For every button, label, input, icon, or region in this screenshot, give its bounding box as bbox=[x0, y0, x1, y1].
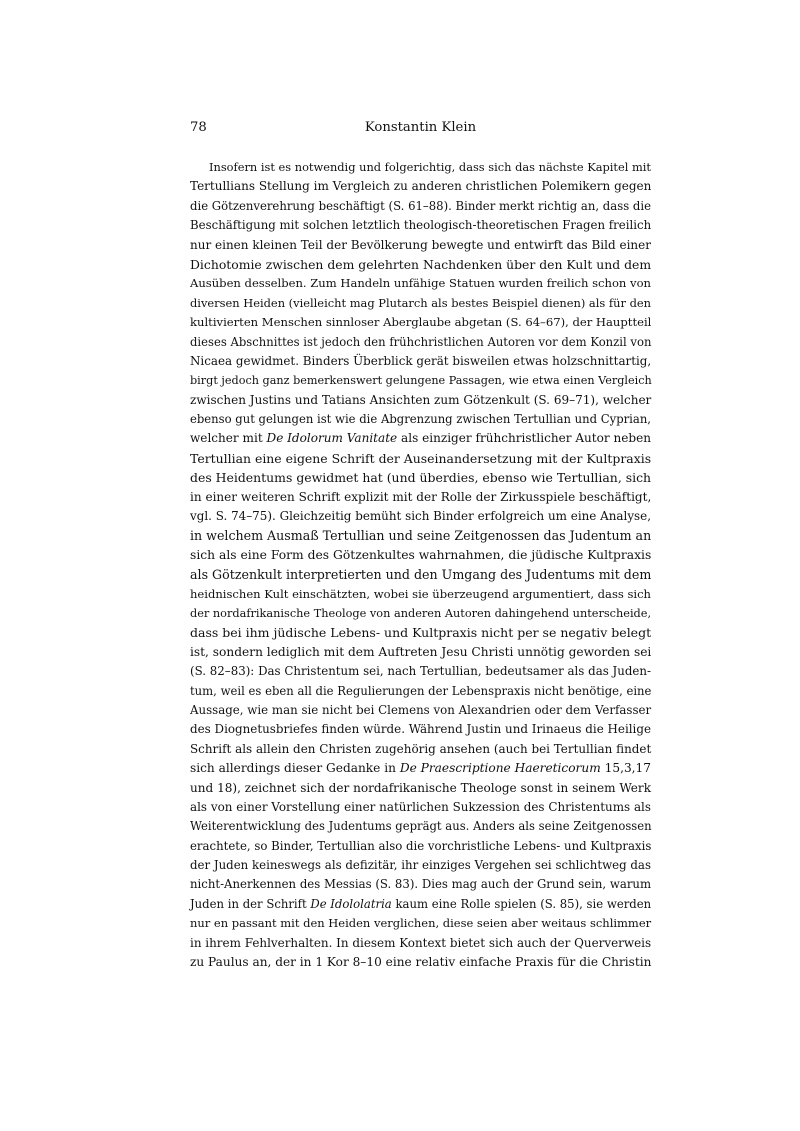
running-head: Konstantin Klein bbox=[364, 120, 477, 135]
text-line: ebenso gut gelungen ist wie die Abgrenzung zwischen Tertullian und Cyprian, bbox=[190, 412, 651, 427]
text-segment: welcher mit bbox=[190, 431, 267, 446]
work-title-italic: De Idolorum Vanitate bbox=[266, 431, 398, 446]
text-line bbox=[190, 759, 651, 778]
text-line: Beschäftigung mit solchen letztlich theologisch-theoretischen Fragen freilich bbox=[190, 218, 652, 233]
text-line: zu Paulus an, der in 1 Kor 8–10 eine relativ einfache Praxis für die Christin bbox=[190, 955, 652, 970]
text-line: nur einen kleinen Teil der Bevölkerung bewegte und entwirft das Bild einer bbox=[190, 237, 651, 252]
text-segment: kaum eine Rolle spielen (S. 85), sie werden bbox=[391, 896, 652, 911]
body-paragraph bbox=[190, 158, 651, 972]
text-segment: als einziger frühchristlicher Autor neben bbox=[397, 431, 651, 446]
text-line: Schrift als allein den Christen zugehörig ansehen (auch bei Tertullian findet bbox=[190, 741, 652, 756]
text-line: in ihrem Fehlverhalten. In diesem Kontext bietet sich auch der Querverweis bbox=[190, 935, 652, 950]
text-line: diversen Heiden (vielleicht mag Plutarch als bestes Beispiel dienen) als für den bbox=[190, 295, 651, 310]
text-line: Weiterentwicklung des Judentums geprägt aus. Anders als seine Zeitgenossen bbox=[190, 819, 652, 834]
text-line: Aussage, wie man sie nicht bei Clemens von Alexandrien oder dem Verfasser bbox=[190, 702, 652, 717]
text-line: zwischen Justins und Tatians Ansichten zum Götzenkult (S. 69–71), welcher bbox=[190, 392, 652, 407]
text-line: dieses Abschnittes ist jedoch den frühchristlichen Autoren vor dem Konzil von bbox=[190, 334, 652, 349]
text-line: der nordafrikanische Theologe von anderen Autoren dahingehend unterscheide, bbox=[190, 606, 652, 620]
text-line: heidnischen Kult einschätzten, wobei sie überzeugend argumentiert, dass sich bbox=[190, 586, 651, 601]
text-line: in einer weiteren Schrift explizit mit der Rolle der Zirkusspiele beschäftigt, bbox=[190, 489, 652, 504]
text-line: als von einer Vorstellung einer natürlichen Sukzession des Christentums als bbox=[190, 799, 651, 814]
text-line: nur en passant mit den Heiden verglichen, diese seien aber weitaus schlimmer bbox=[190, 916, 652, 931]
text-line: Tertullian eine eigene Schrift der Auseinandersetzung mit der Kultpraxis bbox=[190, 450, 652, 466]
text-segment: sich allerdings dieser Gedanke in bbox=[190, 761, 400, 776]
text-line: Tertullians Stellung im Vergleich zu anderen christlichen Polemikern gegen bbox=[190, 179, 652, 194]
text-line: in welchem Ausmaß Tertullian und seine Zeitgenossen das Judentum an bbox=[190, 528, 652, 544]
text-segment: 15,3,17 bbox=[600, 761, 652, 776]
text-line: Ausüben desselben. Zum Handeln unfähige Statuen wurden freilich schon von bbox=[190, 276, 651, 291]
work-title-italic: De Praescriptione Haereticorum bbox=[399, 761, 601, 776]
text-line: tum, weil es eben all die Regulierungen der Lebenspraxis nicht benötige, eine bbox=[190, 683, 652, 698]
work-title-italic: De Idololatria bbox=[310, 896, 392, 911]
text-line: des Diognetusbriefes finden würde. Während Justin und Irinaeus die Heilige bbox=[190, 722, 651, 737]
text-line: nicht-Anerkennen des Messias (S. 83). Dies mag auch der Grund sein, warum bbox=[190, 877, 652, 892]
text-line: Nicaea gewidmet. Binders Überblick gerät bisweilen etwas holzschnittartig, bbox=[190, 353, 652, 368]
text-line: der Juden keineswegs als defizitär, ihr einziges Vergehen sei schlichtweg das bbox=[190, 858, 651, 873]
page-number: 78 bbox=[190, 120, 207, 135]
text-line bbox=[190, 895, 651, 914]
text-line: birgt jedoch ganz bemerkenswert gelungene Passagen, wie etwa einen Vergleich bbox=[190, 374, 652, 388]
text-line: dass bei ihm jüdische Lebens- und Kultpraxis nicht per se negativ belegt bbox=[190, 625, 652, 641]
text-line: erachtete, so Binder, Tertullian also die vorchristliche Lebens- und Kultpraxis bbox=[190, 838, 652, 853]
text-line: sich als eine Form des Götzenkultes wahrnahmen, die jüdische Kultpraxis bbox=[190, 547, 652, 562]
text-line: als Götzenkult interpretierten und den Umgang des Judentums mit dem bbox=[190, 567, 652, 583]
text-line: die Götzenverehrung beschäftigt (S. 61–88). Binder merkt richtig an, dass die bbox=[190, 198, 651, 213]
text-line: kultivierten Menschen sinnloser Aberglaube abgetan (S. 64–67), der Hauptteil bbox=[190, 315, 652, 330]
text-line: Dichotomie zwischen dem gelehrten Nachdenken über den Kult und dem bbox=[190, 256, 652, 272]
text-line bbox=[190, 429, 651, 448]
text-line: ist, sondern lediglich mit dem Auftreten Jesu Christi unnötig geworden sei bbox=[190, 644, 652, 659]
text-line: vgl. S. 74–75). Gleichzeitig bemüht sich Binder erfolgreich um eine Analyse, bbox=[190, 509, 651, 524]
text-line: des Heidentums gewidmet hat (und überdies, ebenso wie Tertullian, sich bbox=[190, 470, 652, 486]
text-segment: Juden in der Schrift bbox=[190, 896, 311, 911]
text-line: und 18), zeichnet sich der nordafrikanische Theologe sonst in seinem Werk bbox=[190, 780, 651, 795]
page-header bbox=[190, 120, 651, 138]
text-line: (S. 82–83): Das Christentum sei, nach Tertullian, bedeutsamer als das Juden- bbox=[190, 664, 651, 679]
text-line: Insofern ist es notwendig und folgerichtig, dass sich das nächste Kapitel mit bbox=[209, 160, 651, 174]
